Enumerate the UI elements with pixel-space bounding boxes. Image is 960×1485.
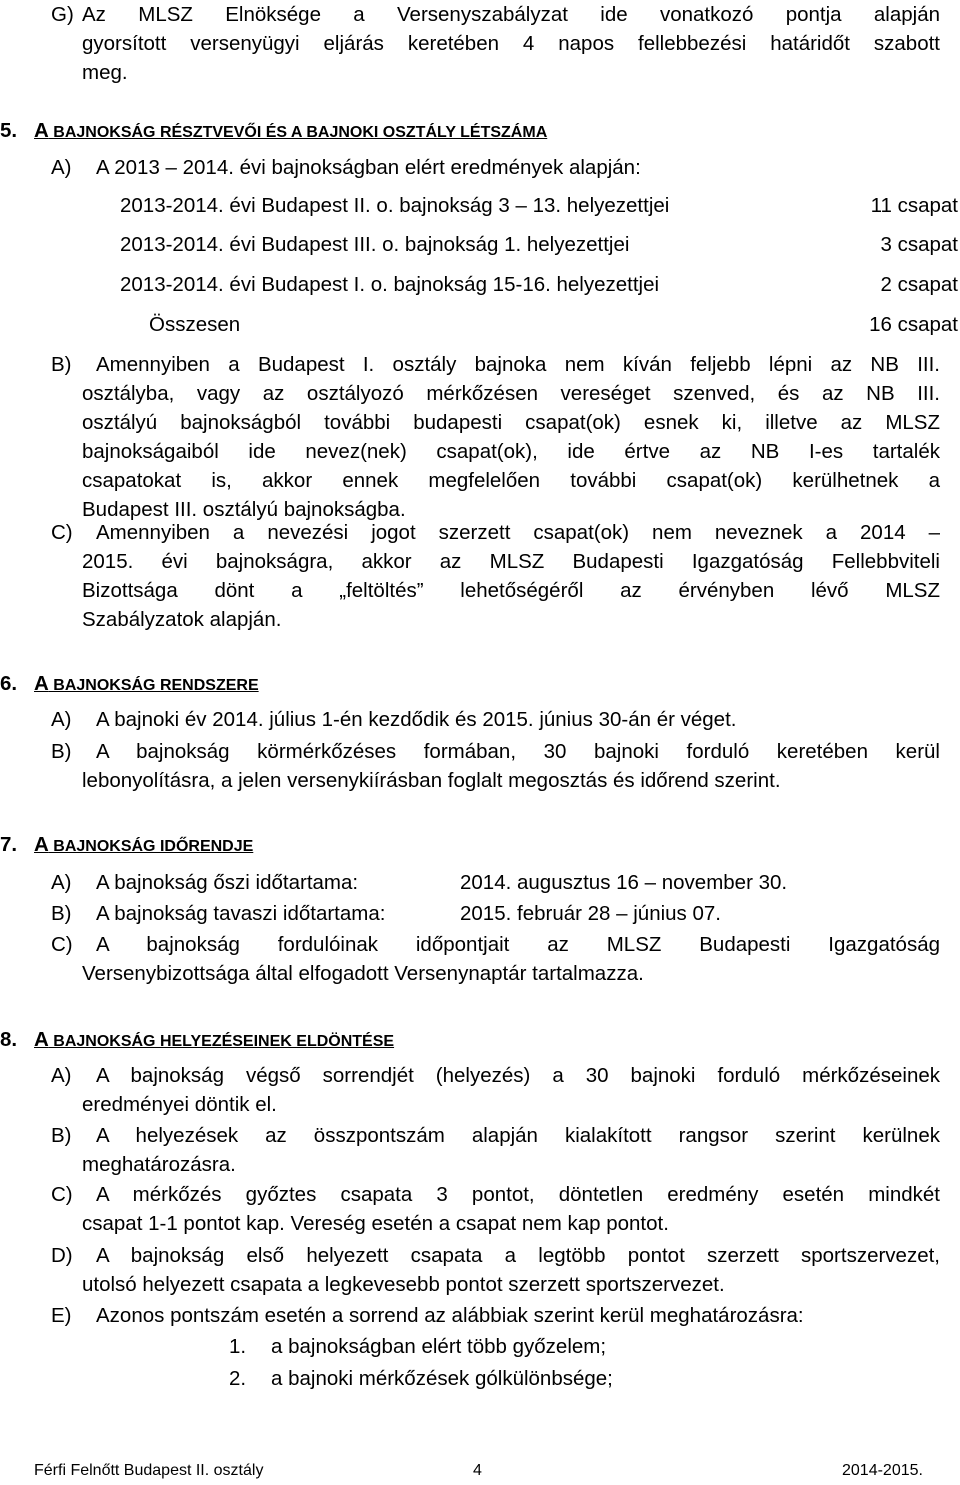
section-5-number: 5. — [0, 119, 18, 142]
footer-page-number: 4 — [473, 1462, 482, 1479]
criteria-text: a bajnokságban elért több győzelem; — [271, 1335, 607, 1358]
total-label: Összesen — [149, 313, 241, 336]
footer-right: 2014-2015. — [842, 1462, 923, 1479]
section-6b-line-2: lebonyolításra, a jelen versenykiírásban foglalt megosztás és időrend szerint. — [82, 769, 781, 792]
section-7c-line-2: Versenybizottsága által elfogadott Versenynaptár tartalmazza. — [82, 962, 644, 985]
section-5b-line-3: osztályú bajnokságból további budapesti csapat(ok) esnek ki, illetve az MLSZ — [82, 411, 940, 434]
team-row-desc: 2013-2014. évi Budapest II. o. bajnokság 3 – 13. helyezettjei — [120, 194, 670, 217]
section-g-line-1: Az MLSZ Elnöksége a Versenyszabályzat ide vonatkozó pontja alapján — [82, 3, 940, 26]
section-8-heading — [0, 1025, 394, 1056]
total-count: 16 csapat — [869, 313, 958, 336]
section-5b-label: B) — [51, 353, 72, 376]
section-8a-line-2: eredményei döntik el. — [82, 1093, 277, 1116]
section-6-heading — [0, 669, 259, 700]
section-g-line-2: gyorsított versenyügyi eljárás keretében 4 napos fellebbezési határidőt szabott — [82, 32, 940, 55]
section-5b-line-1: Amennyiben a Budapest I. osztály bajnoka nem kíván feljebb lépni az NB III. — [96, 353, 940, 376]
section-8d-line-1: A bajnokság első helyezett csapata a legtöbb pontot szerzett sportszervezet, — [96, 1244, 940, 1267]
section-5c-line-1: Amennyiben a nevezési jogot szerzett csapat(ok) nem neveznek a 2014 – — [96, 521, 940, 544]
section-6-number: 6. — [0, 672, 18, 695]
footer-left: Férfi Felnőtt Budapest II. osztály — [34, 1462, 264, 1479]
team-row-desc: 2013-2014. évi Budapest III. o. bajnokság 1. helyezettjei — [120, 233, 630, 256]
section-5c-line-4: Szabályzatok alapján. — [82, 608, 282, 631]
criteria-text: a bajnoki mérkőzések gólkülönbsége; — [271, 1367, 613, 1390]
section-7b-label: B) — [51, 902, 72, 925]
criteria-number: 2. — [229, 1367, 247, 1390]
section-7c-line-1: A bajnokság fordulóinak időpontjait az MLSZ Budapesti Igazgatóság — [96, 933, 940, 956]
section-5c-line-2: 2015. évi bajnokságra, akkor az MLSZ Budapesti Igazgatóság Fellebbviteli — [82, 550, 940, 573]
section-5-title: A BAJNOKSÁG RÉSZTVEVŐI ÉS A BAJNOKI OSZTÁLY LÉTSZÁMA — [34, 119, 548, 142]
section-6-title: A BAJNOKSÁG RENDSZERE — [34, 672, 259, 695]
section-5a-label: A) — [51, 156, 72, 179]
section-6a-text: A bajnoki év 2014. július 1-én kezdődik és 2015. június 30-án ér véget. — [96, 708, 737, 731]
section-7b-key: A bajnokság tavaszi időtartama: — [96, 902, 386, 925]
team-row-count: 3 csapat — [880, 233, 958, 256]
section-8a-label: A) — [51, 1064, 72, 1087]
section-7a-label: A) — [51, 871, 72, 894]
section-g-label: G) — [51, 3, 74, 26]
section-5b-line-4: bajnokságaiból ide nevez(nek) csapat(ok), ide értve az NB I-es tartalék — [82, 440, 940, 463]
section-8d-label: D) — [51, 1244, 73, 1267]
section-8b-line-2: meghatározásra. — [82, 1153, 236, 1176]
section-8b-label: B) — [51, 1124, 72, 1147]
team-row-count: 11 csapat — [870, 194, 958, 217]
section-5b-line-6: Budapest III. osztályú bajnokságba. — [82, 498, 406, 521]
section-5a-text: A 2013 – 2014. évi bajnokságban elért eredmények alapján: — [96, 156, 641, 179]
section-7c-label: C) — [51, 933, 73, 956]
section-7a-value: 2014. augusztus 16 – november 30. — [460, 871, 788, 894]
section-8c-label: C) — [51, 1183, 73, 1206]
section-6b-line-1: A bajnokság körmérkőzéses formában, 30 bajnoki forduló keretében kerül — [96, 740, 940, 763]
section-8e-label: E) — [51, 1304, 72, 1327]
section-6a-label: A) — [51, 708, 72, 731]
section-5b-line-2: osztályba, vagy az osztályozó mérkőzésen vereséget szenved, és az NB III. — [82, 382, 940, 405]
section-8a-line-1: A bajnokság végső sorrendjét (helyezés) a 30 bajnoki forduló mérkőzéseinek — [96, 1064, 940, 1087]
section-7-title: A BAJNOKSÁG IDŐRENDJE — [34, 833, 254, 856]
section-8c-line-1: A mérkőzés győztes csapata 3 pontot, döntetlen eredmény esetén mindkét — [96, 1183, 940, 1206]
section-7-number: 7. — [0, 833, 18, 856]
section-5-heading — [0, 116, 547, 147]
section-7b-value: 2015. február 28 – június 07. — [460, 902, 721, 925]
section-5c-line-3: Bizottsága dönt a „feltöltés” lehetőségéről az érvényben lévő MLSZ — [82, 579, 940, 602]
team-row-count: 2 csapat — [880, 273, 958, 296]
section-8-title: A BAJNOKSÁG HELYEZÉSEINEK ELDÖNTÉSE — [34, 1028, 395, 1051]
section-7-heading — [0, 830, 253, 861]
section-7a-key: A bajnokság őszi időtartama: — [96, 871, 359, 894]
section-8c-line-2: csapat 1-1 pontot kap. Vereség esetén a csapat nem kap pontot. — [82, 1212, 669, 1235]
section-8e-text: Azonos pontszám esetén a sorrend az alábbiak szerint kerül meghatározásra: — [96, 1304, 804, 1327]
section-6b-label: B) — [51, 740, 72, 763]
team-row-desc: 2013-2014. évi Budapest I. o. bajnokság 15-16. helyezettjei — [120, 273, 660, 296]
criteria-number: 1. — [229, 1335, 247, 1358]
section-8d-line-2: utolsó helyezett csapata a legkevesebb pontot szerzett sportszervezet. — [82, 1273, 725, 1296]
section-8b-line-1: A helyezések az összpontszám alapján kialakított rangsor szerint kerülnek — [96, 1124, 940, 1147]
section-8-number: 8. — [0, 1028, 18, 1051]
section-5b-line-5: csapatokat is, akkor ennek megfelelően további csapat(ok) kerülhetnek a — [82, 469, 940, 492]
section-g-line-3: meg. — [82, 61, 128, 84]
section-5c-label: C) — [51, 521, 73, 544]
